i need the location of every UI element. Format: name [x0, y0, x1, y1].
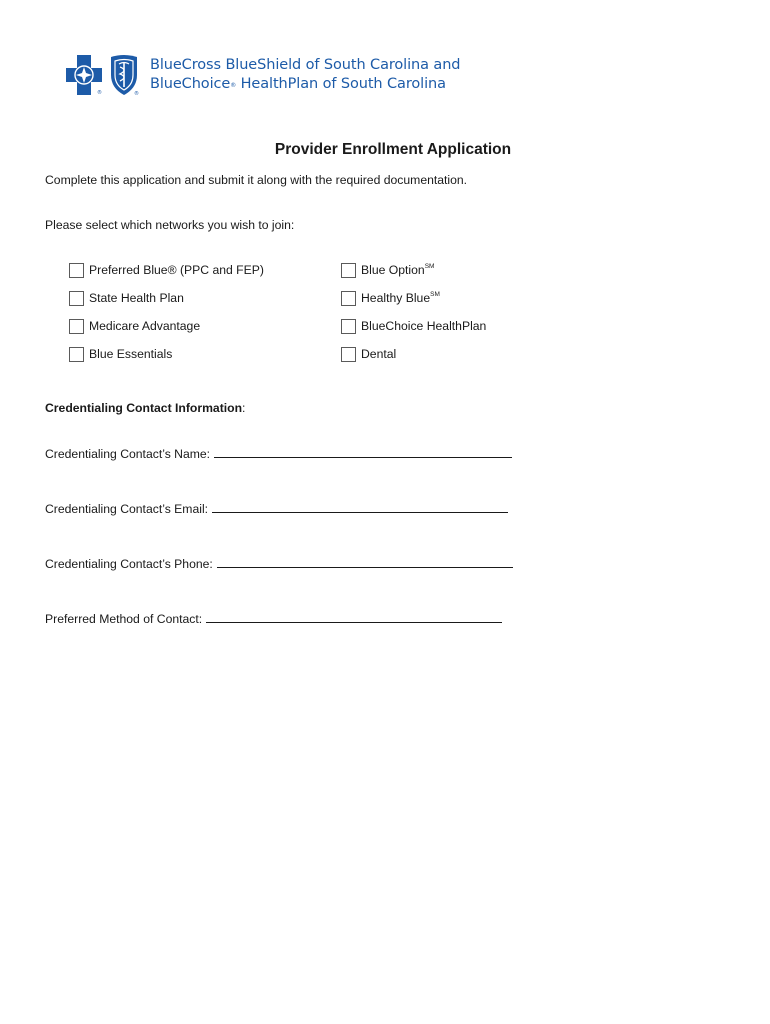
- healthy-blue-label-wrap: [361, 291, 440, 305]
- organization-name-line2: [150, 75, 460, 94]
- network-option-healthy-blue[interactable]: [341, 288, 549, 308]
- blue-shield-icon: [108, 53, 140, 97]
- contact-email-row: [45, 501, 508, 516]
- contact-email-label: Credentialing Contact’s Email:: [45, 502, 209, 516]
- healthy-blue-label: Healthy Blue: [361, 291, 431, 305]
- network-option-blue-option[interactable]: [341, 260, 549, 280]
- state-health-plan-label: State Health Plan: [89, 291, 184, 305]
- organization-name-line1: BlueCross BlueShield of South Carolina and: [150, 57, 461, 73]
- cross-registered-mark: ®: [97, 90, 102, 96]
- network-options: [69, 260, 549, 372]
- blue-essentials-checkbox[interactable]: [69, 347, 84, 362]
- organization-name: [150, 56, 460, 94]
- medicare-advantage-checkbox[interactable]: [69, 319, 84, 334]
- blue-option-checkbox[interactable]: [341, 263, 356, 278]
- blue-cross-icon: [64, 53, 104, 97]
- blue-option-service-mark: SM: [424, 263, 435, 270]
- contact-phone-label: Credentialing Contact’s Phone:: [45, 557, 213, 571]
- network-option-blue-essentials[interactable]: [69, 344, 341, 364]
- preferred-blue-checkbox[interactable]: [69, 263, 84, 278]
- contact-name-field[interactable]: [214, 446, 512, 458]
- contact-phone-row: [45, 556, 513, 571]
- blue-essentials-label: Blue Essentials: [89, 347, 173, 361]
- intro-text: Complete this application and submit it along with the required documentation.: [45, 173, 468, 187]
- credentialing-heading-colon: :: [242, 401, 246, 415]
- credentialing-heading-text: Credentialing Contact Information: [45, 401, 243, 415]
- registered-mark: ®: [230, 82, 237, 89]
- network-option-dental[interactable]: [341, 344, 549, 364]
- preferred-contact-method-row: [45, 611, 502, 626]
- organization-logo: [64, 52, 460, 98]
- healthy-blue-checkbox[interactable]: [341, 291, 356, 306]
- network-option-medicare-advantage[interactable]: [69, 316, 341, 336]
- credentialing-heading: [45, 401, 245, 415]
- bluechoice-healthplan-label: BlueChoice HealthPlan: [361, 319, 487, 333]
- contact-phone-field[interactable]: [217, 556, 513, 568]
- document-title: Provider Enrollment Application: [274, 141, 512, 158]
- state-health-plan-checkbox[interactable]: [69, 291, 84, 306]
- network-option-bluechoice-healthplan[interactable]: [341, 316, 549, 336]
- healthplan-name: HealthPlan of South Carolina: [236, 76, 446, 92]
- logo-marks: [64, 53, 140, 97]
- bluechoice-healthplan-checkbox[interactable]: [341, 319, 356, 334]
- blue-option-label-wrap: [361, 263, 434, 277]
- preferred-contact-method-field[interactable]: [206, 611, 502, 623]
- contact-name-label: Credentialing Contact’s Name:: [45, 447, 211, 461]
- dental-label: Dental: [361, 347, 397, 361]
- bluechoice-name: BlueChoice: [150, 76, 231, 92]
- contact-name-row: [45, 446, 512, 461]
- preferred-blue-label: Preferred Blue® (PPC and FEP): [89, 263, 264, 277]
- medicare-advantage-label: Medicare Advantage: [89, 319, 201, 333]
- shield-registered-mark: ®: [134, 91, 139, 97]
- preferred-contact-method-label: Preferred Method of Contact:: [45, 612, 203, 626]
- network-option-preferred-blue[interactable]: [69, 260, 341, 280]
- healthy-blue-service-mark: SM: [430, 291, 440, 298]
- dental-checkbox[interactable]: [341, 347, 356, 362]
- networks-prompt: Please select which networks you wish to join:: [45, 218, 295, 232]
- blue-option-label: Blue Option: [361, 263, 425, 277]
- contact-email-field[interactable]: [212, 501, 508, 513]
- network-option-state-health-plan[interactable]: [69, 288, 341, 308]
